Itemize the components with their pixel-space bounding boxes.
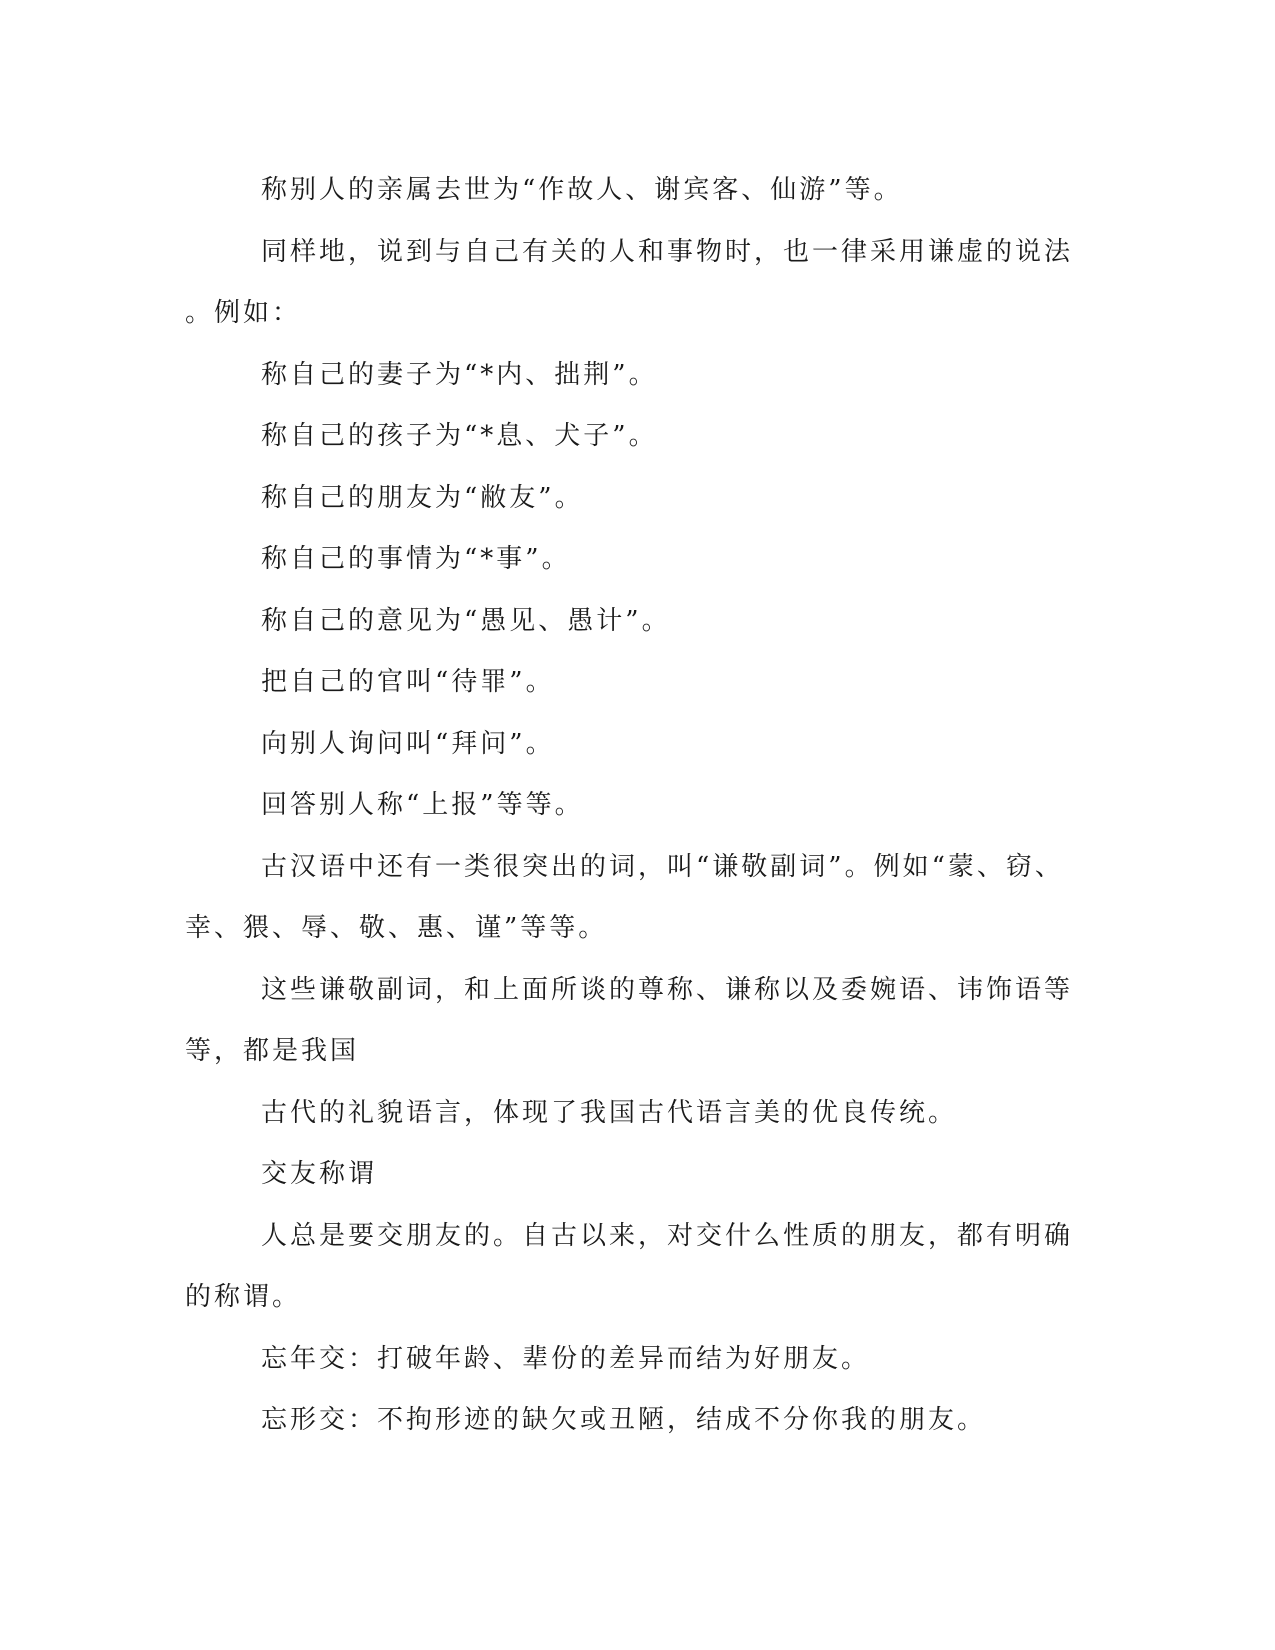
paragraph-line: 幸、猥、辱、敬、惠、谨”等等。	[185, 913, 608, 943]
paragraph-line: 忘年交：打破年龄、辈份的差异而结为好朋友。	[261, 1343, 871, 1374]
paragraph-line: 把自己的官叫“待罪”。	[261, 667, 555, 697]
paragraph-line: 同样地，说到与自己有关的人和事物时，也一律采用谦虚的说法	[261, 236, 1074, 267]
paragraph-line: 等，都是我国	[185, 1036, 360, 1066]
document-body	[185, 160, 1085, 1452]
paragraph-line: 的称谓。	[185, 1282, 302, 1312]
paragraph-line: 称自己的意见为“愚见、愚计”。	[261, 605, 671, 636]
section-heading: 交友称谓	[261, 1159, 378, 1189]
paragraph-line: 称自己的朋友为“敝友”。	[261, 482, 584, 513]
paragraph-line: 古汉语中还有一类很突出的词，叫“谦敬副词”。例如“蒙、窃、	[261, 851, 1064, 882]
paragraph-line: 忘形交：不拘形迹的缺欠或丑陋，结成不分你我的朋友。	[261, 1405, 987, 1435]
paragraph-line: 称别人的亲属去世为“作故人、谢宾客、仙游”等。	[261, 175, 903, 205]
paragraph-line: 回答别人称“上报”等等。	[261, 790, 584, 820]
paragraph-line: 称自己的事情为“*事”。	[261, 544, 571, 574]
paragraph-line: 。例如：	[185, 298, 302, 328]
paragraph-line: 这些谦敬副词，和上面所谈的尊称、谦称以及委婉语、讳饰语等	[261, 974, 1074, 1005]
paragraph-line: 称自己的孩子为“*息、犬子”。	[261, 421, 658, 451]
paragraph-line: 人总是要交朋友的。自古以来，对交什么性质的朋友，都有明确	[261, 1220, 1074, 1251]
paragraph-line: 古代的礼貌语言，体现了我国古代语言美的优良传统。	[261, 1097, 958, 1128]
paragraph-line: 称自己的妻子为“*内、拙荆”。	[261, 359, 658, 390]
paragraph-line: 向别人询问叫“拜问”。	[261, 728, 555, 759]
